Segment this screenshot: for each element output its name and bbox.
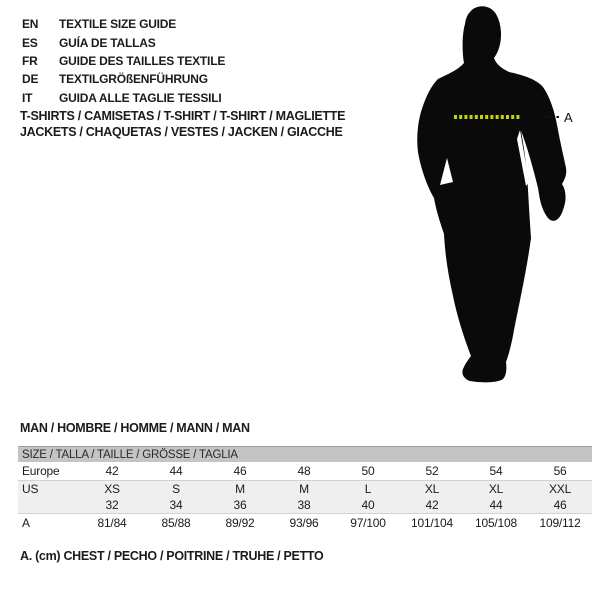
table-cell: 38 xyxy=(297,498,311,513)
table-cell: 93/96 xyxy=(289,515,319,530)
language-list xyxy=(22,15,225,107)
table-cell: 52 xyxy=(425,463,439,478)
language-code: FR xyxy=(22,53,38,68)
table-cell: 46 xyxy=(233,463,247,478)
table-cell: S xyxy=(172,482,180,497)
table-cell: 101/104 xyxy=(411,515,453,530)
table-cell: 54 xyxy=(489,463,503,478)
table-cell: 32 xyxy=(105,498,119,513)
man-silhouette-body xyxy=(417,6,566,382)
table-cell: L xyxy=(364,482,372,497)
table-cell: 44 xyxy=(489,498,503,513)
language-title: TEXTILE SIZE GUIDE xyxy=(59,17,177,32)
table-cell: XL xyxy=(424,482,440,497)
table-cell: 97/100 xyxy=(350,515,386,530)
table-cell: 46 xyxy=(553,498,567,513)
table-cell: 48 xyxy=(297,463,311,478)
table-header-cell: SIZE / TALLA / TAILLE / GRÖSSE / TAGLIA xyxy=(18,447,592,463)
table-row-us xyxy=(18,480,592,498)
table-cell: XXL xyxy=(549,482,572,497)
table-cell: 42 xyxy=(425,498,439,513)
table-cell: 89/92 xyxy=(225,515,255,530)
table-row-europe xyxy=(18,462,592,480)
man-silhouette-svg xyxy=(390,0,600,420)
man-silhouette-figure xyxy=(390,0,600,420)
language-title: TEXTILGRÖßENFÜHRUNG xyxy=(59,72,208,87)
language-row xyxy=(22,52,225,70)
section-title-man: MAN / HOMBRE / HOMME / MANN / MAN xyxy=(20,421,250,435)
language-row xyxy=(22,70,225,88)
table-cell: 40 xyxy=(361,498,375,513)
table-cell: 56 xyxy=(553,463,567,478)
table-cell: 36 xyxy=(233,498,247,513)
table-row-chest-cm xyxy=(18,513,592,532)
table-cell: 105/108 xyxy=(475,515,517,530)
category-tshirts: T-SHIRTS / CAMISETAS / T-SHIRT / T-SHIRT / MAGLIETTE xyxy=(20,109,346,123)
language-code: DE xyxy=(22,72,39,87)
category-jackets: JACKETS / CHAQUETAS / VESTES / JACKEN / GIACCHE xyxy=(20,124,343,139)
table-cell: 50 xyxy=(361,463,375,478)
table-cell: 34 xyxy=(169,498,183,513)
language-code: IT xyxy=(22,90,33,105)
language-code: EN xyxy=(22,17,39,32)
language-code: ES xyxy=(22,35,38,50)
table-cell: 85/88 xyxy=(161,515,191,530)
row-label: US xyxy=(22,482,39,497)
row-label: A xyxy=(22,515,30,530)
language-row xyxy=(22,33,225,51)
table-cell: 42 xyxy=(105,463,119,478)
table-cell: M xyxy=(299,482,309,497)
language-title: GUIDE DES TAILLES TEXTILE xyxy=(59,53,226,68)
table-row-us-numeric xyxy=(18,498,592,513)
row-label: Europe xyxy=(22,463,60,478)
footnote-chest: A. (cm) CHEST / PECHO / POITRINE / TRUHE / PETTO xyxy=(20,549,324,563)
language-title: GUÍA DE TALLAS xyxy=(59,35,156,50)
row-label xyxy=(18,498,80,513)
table-cell: M xyxy=(235,482,245,497)
table-cell: XL xyxy=(488,482,504,497)
size-table xyxy=(18,446,592,532)
table-header-row xyxy=(18,447,592,463)
table-cell: XS xyxy=(104,482,120,497)
table-cell: 81/84 xyxy=(97,515,127,530)
table-cell: 109/112 xyxy=(539,515,581,530)
table-cell: 44 xyxy=(169,463,183,478)
language-row xyxy=(22,89,225,107)
category-list xyxy=(20,109,345,140)
language-title: GUIDA ALLE TAGLIE TESSILI xyxy=(59,90,222,105)
language-row xyxy=(22,15,225,33)
measure-label-a: A xyxy=(564,110,573,125)
